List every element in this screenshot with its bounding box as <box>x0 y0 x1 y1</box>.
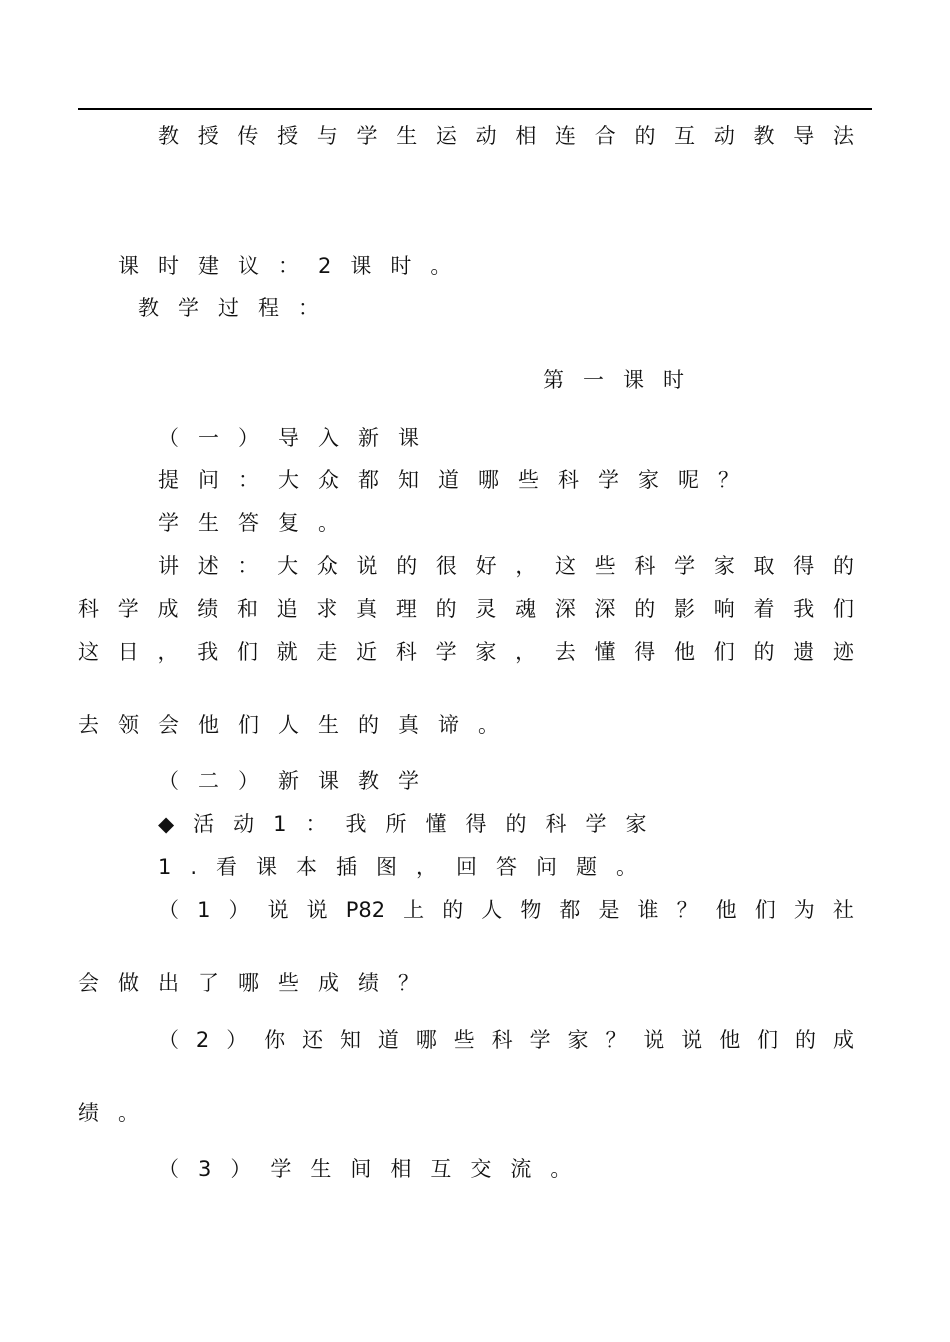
text-glyph: ） <box>228 898 250 922</box>
text-glyph: 导 <box>793 124 815 148</box>
text-glyph: 影 <box>674 597 696 621</box>
text-glyph: 家 <box>475 640 497 664</box>
text-glyph: 上 <box>403 898 425 922</box>
text-glyph: 都 <box>559 898 581 922</box>
text-glyph: ： <box>237 554 259 578</box>
question2-line-2: 绩。 <box>78 1101 158 1125</box>
text-glyph: 传 <box>237 124 259 148</box>
text-glyph: 响 <box>713 597 735 621</box>
text-glyph: 科 <box>78 597 99 621</box>
question1-line-2: 会做出了哪些成绩？ <box>78 971 438 995</box>
text-glyph: 的 <box>435 597 457 621</box>
text-glyph: 生 <box>396 124 418 148</box>
text-glyph: 动 <box>475 124 497 148</box>
question1-line-1 <box>158 896 854 924</box>
text-glyph: 2 <box>195 1028 210 1052</box>
student-answer-line: 学生答复。 <box>158 511 358 535</box>
text-glyph: 的 <box>634 124 656 148</box>
text-glyph: 互 <box>674 124 696 148</box>
text-glyph: 说 <box>681 1028 703 1052</box>
text-glyph: 我 <box>197 640 219 664</box>
text-glyph: 真 <box>356 597 378 621</box>
text-glyph: （ <box>158 1028 179 1052</box>
narration-line-1 <box>158 552 854 580</box>
text-glyph: 深 <box>554 597 576 621</box>
text-glyph: 授 <box>197 124 219 148</box>
text-glyph: 学 <box>117 597 139 621</box>
text-glyph: 走 <box>316 640 338 664</box>
question3-line: （3）学生间相互交流。 <box>158 1157 591 1181</box>
text-glyph: ， <box>515 640 537 664</box>
text-glyph: 人 <box>481 898 503 922</box>
text-glyph: 法 <box>832 124 854 148</box>
narration-line-3 <box>78 638 854 666</box>
text-glyph: 大 <box>277 554 299 578</box>
hours-suggestion: 课时建议：2课时。 <box>118 254 471 278</box>
text-glyph: 的 <box>396 554 418 578</box>
text-glyph: 的 <box>753 640 775 664</box>
text-glyph: 说 <box>306 898 328 922</box>
text-glyph: 谁 <box>637 898 659 922</box>
text-glyph: 些 <box>453 1028 475 1052</box>
text-glyph: ， <box>157 640 179 664</box>
teaching-method-line <box>158 122 854 150</box>
text-glyph: 深 <box>594 597 616 621</box>
text-glyph: 讲 <box>158 554 179 578</box>
text-glyph: 知 <box>339 1028 361 1052</box>
text-glyph: 学 <box>674 554 696 578</box>
text-glyph: 些 <box>594 554 616 578</box>
text-glyph: 授 <box>277 124 299 148</box>
text-glyph: 他 <box>674 640 696 664</box>
text-glyph: 们 <box>713 640 735 664</box>
narration-line-4: 去领会他们人生的真谛。 <box>78 713 518 737</box>
text-glyph: 很 <box>435 554 457 578</box>
text-glyph: P82 <box>345 898 386 922</box>
text-glyph: 的 <box>634 597 656 621</box>
text-glyph: 哪 <box>415 1028 437 1052</box>
text-glyph: 着 <box>753 597 775 621</box>
step1-line: 1.看课本插图，回答问题。 <box>158 855 657 879</box>
text-glyph: 取 <box>753 554 775 578</box>
text-glyph: 说 <box>356 554 378 578</box>
lesson-title: 第一课时 <box>543 368 703 392</box>
text-glyph: 好 <box>475 554 497 578</box>
text-glyph: 求 <box>316 597 338 621</box>
text-glyph: 教 <box>753 124 775 148</box>
text-glyph: 他 <box>715 898 737 922</box>
text-glyph: 得 <box>793 554 815 578</box>
text-glyph: 科 <box>491 1028 513 1052</box>
text-glyph: 遗 <box>793 640 815 664</box>
text-glyph: 动 <box>713 124 735 148</box>
text-glyph: 成 <box>157 597 179 621</box>
text-glyph: 灵 <box>475 597 497 621</box>
text-glyph: 为 <box>793 898 815 922</box>
text-glyph: 的 <box>832 554 854 578</box>
text-glyph: 还 <box>302 1028 324 1052</box>
process-heading: 教学过程： <box>138 296 338 320</box>
text-glyph: 科 <box>634 554 656 578</box>
text-glyph: 和 <box>236 597 258 621</box>
text-glyph: 家 <box>567 1028 589 1052</box>
text-glyph: 与 <box>316 124 338 148</box>
text-glyph: 们 <box>754 898 776 922</box>
text-glyph: 懂 <box>594 640 616 664</box>
text-glyph: 他 <box>719 1028 741 1052</box>
text-glyph: 日 <box>117 640 139 664</box>
text-glyph: 这 <box>555 554 577 578</box>
text-glyph: ？ <box>605 1028 627 1052</box>
section2-heading: （二）新课教学 <box>158 769 438 793</box>
section1-heading: （一）导入新课 <box>158 426 438 450</box>
text-glyph: 们 <box>832 597 854 621</box>
text-glyph: 我 <box>793 597 815 621</box>
text-glyph: 教 <box>158 124 179 148</box>
text-glyph: 你 <box>264 1028 286 1052</box>
activity1-line: ◆活动1：我所懂得的科学家 <box>158 812 666 836</box>
text-glyph: 说 <box>643 1028 665 1052</box>
text-glyph: 就 <box>276 640 298 664</box>
text-glyph: 物 <box>520 898 542 922</box>
text-glyph: 道 <box>377 1028 399 1052</box>
text-glyph: 连 <box>555 124 577 148</box>
text-glyph: （ <box>158 898 179 922</box>
text-glyph: 众 <box>316 554 338 578</box>
narration-line-2 <box>78 595 854 623</box>
text-glyph: 去 <box>554 640 576 664</box>
header-rule <box>78 108 872 110</box>
text-glyph: 学 <box>435 640 457 664</box>
text-glyph: 是 <box>598 898 620 922</box>
question-line: 提问：大众都知道哪些科学家呢？ <box>158 468 758 492</box>
text-glyph: ） <box>226 1028 248 1052</box>
text-glyph: 得 <box>634 640 656 664</box>
question2-line-1 <box>158 1026 854 1054</box>
text-glyph: 的 <box>795 1028 817 1052</box>
text-glyph: 追 <box>276 597 298 621</box>
text-glyph: 迹 <box>832 640 854 664</box>
text-glyph: 社 <box>832 898 854 922</box>
text-glyph: 科 <box>395 640 417 664</box>
text-glyph: ？ <box>676 898 698 922</box>
text-glyph: 们 <box>236 640 258 664</box>
text-glyph: ， <box>515 554 537 578</box>
text-glyph: 理 <box>395 597 417 621</box>
text-glyph: 运 <box>435 124 457 148</box>
text-glyph: 绩 <box>197 597 219 621</box>
text-glyph: 成 <box>832 1028 854 1052</box>
text-glyph: 1 <box>197 898 211 922</box>
text-glyph: 合 <box>594 124 616 148</box>
text-glyph: 们 <box>757 1028 779 1052</box>
text-glyph: 近 <box>356 640 378 664</box>
text-glyph: 的 <box>442 898 464 922</box>
text-glyph: 家 <box>713 554 735 578</box>
text-glyph: 学 <box>356 124 378 148</box>
text-glyph: 魂 <box>515 597 537 621</box>
text-glyph: 这 <box>78 640 99 664</box>
text-glyph: 相 <box>515 124 537 148</box>
text-glyph: 说 <box>267 898 289 922</box>
text-glyph: 学 <box>529 1028 551 1052</box>
text-glyph: 述 <box>197 554 219 578</box>
